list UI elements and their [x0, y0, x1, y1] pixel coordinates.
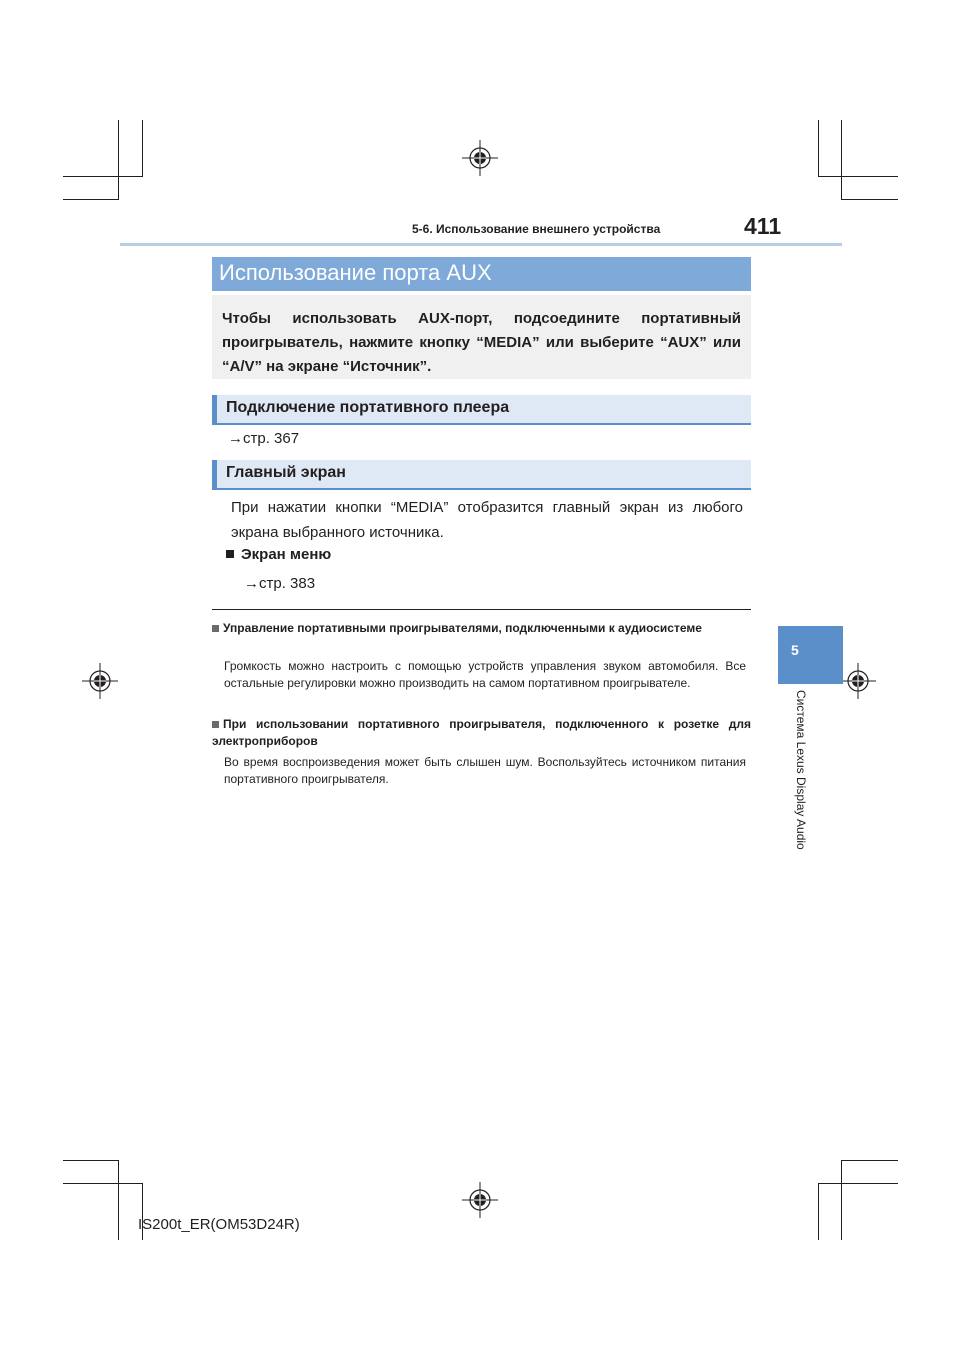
page-title-bar: [212, 257, 751, 291]
page-number: 411: [744, 213, 782, 239]
page-reference-link[interactable]: →стр. 367: [228, 430, 300, 447]
crop-mark: [818, 120, 819, 176]
subheading-accent: [212, 395, 217, 425]
chapter-number: 5: [791, 642, 799, 658]
square-bullet-icon: [226, 550, 234, 558]
registration-mark-icon: [462, 140, 498, 176]
crop-mark: [818, 1183, 898, 1184]
note-body: Громкость можно настроить с помощью устройств управления звуком автомобиля. Все остальные регулировки можно производить на самом портативном проигрывателе.: [224, 659, 746, 690]
note-heading: [212, 620, 751, 637]
crop-mark: [841, 1160, 898, 1161]
menu-heading-text: Экран меню: [241, 546, 332, 563]
subheading-text: Главный экран: [226, 464, 346, 481]
main-screen-text: При нажатии кнопки “MEDIA” отобразится главный экран из любого экрана выбранного источника.: [231, 499, 743, 541]
intro-box: [212, 295, 751, 379]
crop-mark: [818, 176, 898, 177]
chapter-title: Система Lexus Display Audio: [794, 690, 808, 850]
chapter-tab: [778, 626, 843, 684]
subheading-main-screen: [212, 460, 751, 490]
registration-mark-icon: [462, 1182, 498, 1218]
section-header: 5-6. Использование внешнего устройства: [412, 222, 661, 236]
crop-mark: [818, 1183, 819, 1240]
note-heading: [212, 716, 751, 750]
document-code: IS200t_ER(OM53D24R): [138, 1216, 300, 1233]
note-heading-text: Управление портативными проигрывателями, подключенными к аудиосистеме: [223, 621, 702, 635]
subheading-connect-player: [212, 395, 751, 425]
square-bullet-icon: [212, 721, 219, 728]
notes-divider: [212, 609, 751, 610]
subheading-accent: [212, 460, 217, 490]
crop-mark: [118, 120, 119, 200]
page-reference-link[interactable]: →стр. 383: [244, 575, 316, 592]
crop-mark: [63, 199, 119, 200]
header-divider: [120, 243, 842, 246]
intro-text: Чтобы использовать AUX-порт, подсоедините портативный проигрыватель, нажмите кнопку “MEDIA” или выберите “AUX” или “A/V” на экране “Источник”.: [222, 310, 741, 375]
crop-mark: [841, 199, 898, 200]
note-heading-text: При использовании портативного проигрывателя, подключенного к розетке для электроприборов: [212, 717, 751, 748]
menu-screen-heading: [226, 546, 331, 563]
crop-mark: [142, 120, 143, 176]
crop-mark: [841, 1160, 842, 1240]
registration-mark-icon: [82, 663, 118, 699]
crop-mark: [63, 176, 143, 177]
square-bullet-icon: [212, 625, 219, 632]
page-title: Использование порта AUX: [219, 260, 492, 285]
crop-mark: [63, 1183, 143, 1184]
crop-mark: [118, 1160, 119, 1240]
crop-mark: [63, 1160, 119, 1161]
crop-mark: [841, 120, 842, 200]
note-body: Во время воспроизведения может быть слышен шум. Воспользуйтесь источником питания портативного проигрывателя.: [224, 755, 746, 786]
subheading-text: Подключение портативного плеера: [226, 399, 510, 416]
registration-mark-icon: [840, 663, 876, 699]
